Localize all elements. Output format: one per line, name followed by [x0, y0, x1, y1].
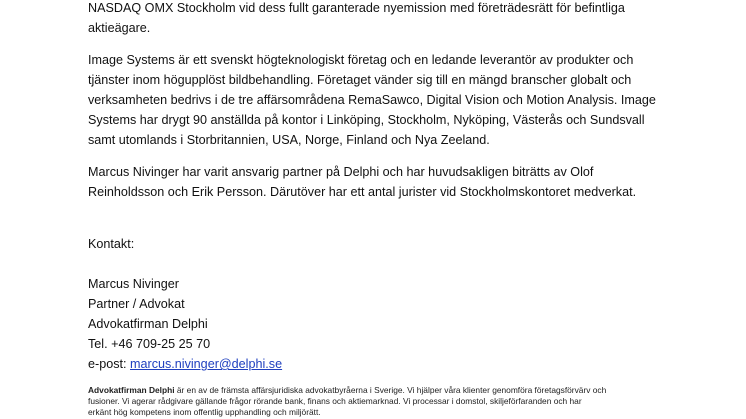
email-link[interactable]: marcus.nivinger@delphi.se: [130, 357, 283, 371]
contact-email-line: [88, 354, 688, 374]
footer-line1-text: är en av de främsta affärsjuridiska advokatbyråerna i Sverige. Vi hjälper våra klienter genomföra företagsförvärv och: [174, 385, 607, 395]
intro-paragraph: [88, 0, 688, 38]
company-line: Systems har drygt 90 anställda på kontor i Linköping, Stockholm, Nyköping, Västerås och Sundsvall: [88, 113, 645, 127]
company-paragraph: [88, 50, 688, 150]
contact-firm: Advokatfirman Delphi: [88, 317, 208, 331]
company-line: verksamheten bedrivs i de tre affärsområdena RemaSawco, Digital Vision och Motion Analysis. Image: [88, 93, 656, 107]
footer-firm-name: Advokatfirman Delphi: [88, 385, 175, 395]
email-label: e-post:: [88, 357, 130, 371]
company-line: tjänster inom högupplöst bildbehandling. Företaget vänder sig till en mängd branscher globalt och: [88, 73, 632, 87]
advisor-line: Marcus Nivinger har varit ansvarig partner på Delphi och har huvudsakligen biträtts av Olof: [88, 165, 594, 179]
advisor-paragraph: [88, 162, 688, 202]
contact-heading: Kontakt:: [88, 237, 135, 251]
footer-line: [88, 385, 688, 396]
contact-name: Marcus Nivinger: [88, 277, 179, 291]
contact-phone: Tel. +46 709-25 25 70: [88, 337, 211, 351]
contact-block: [88, 274, 688, 374]
company-line: Image Systems är ett svenskt högteknologiskt företag och en ledande leverantör av produkter och: [88, 53, 634, 67]
intro-line: NASDAQ OMX Stockholm vid dess fullt garanterade nyemission med företrädesrätt för befintliga: [88, 1, 625, 15]
document-body: [88, 0, 688, 374]
company-line: samt utomlands i Storbritannien, USA, Norge, Finland och Nya Zeeland.: [88, 133, 490, 147]
footer-boilerplate: [88, 385, 688, 418]
footer-line: erkänt hög kompetens inom offentlig upphandling och miljörätt.: [88, 407, 321, 417]
advisor-line: Reinholdsson och Erik Persson. Därutöver har ett antal jurister vid Stockholmskontoret medverkat.: [88, 185, 637, 199]
intro-line: aktieägare.: [88, 21, 151, 35]
footer-line: fusioner. Vi agerar rådgivare gällande frågor rörande bank, finans och aktiemarknad. Vi processar i domstol, skiljeförfaranden och har: [88, 396, 582, 406]
contact-title: Partner / Advokat: [88, 297, 185, 311]
